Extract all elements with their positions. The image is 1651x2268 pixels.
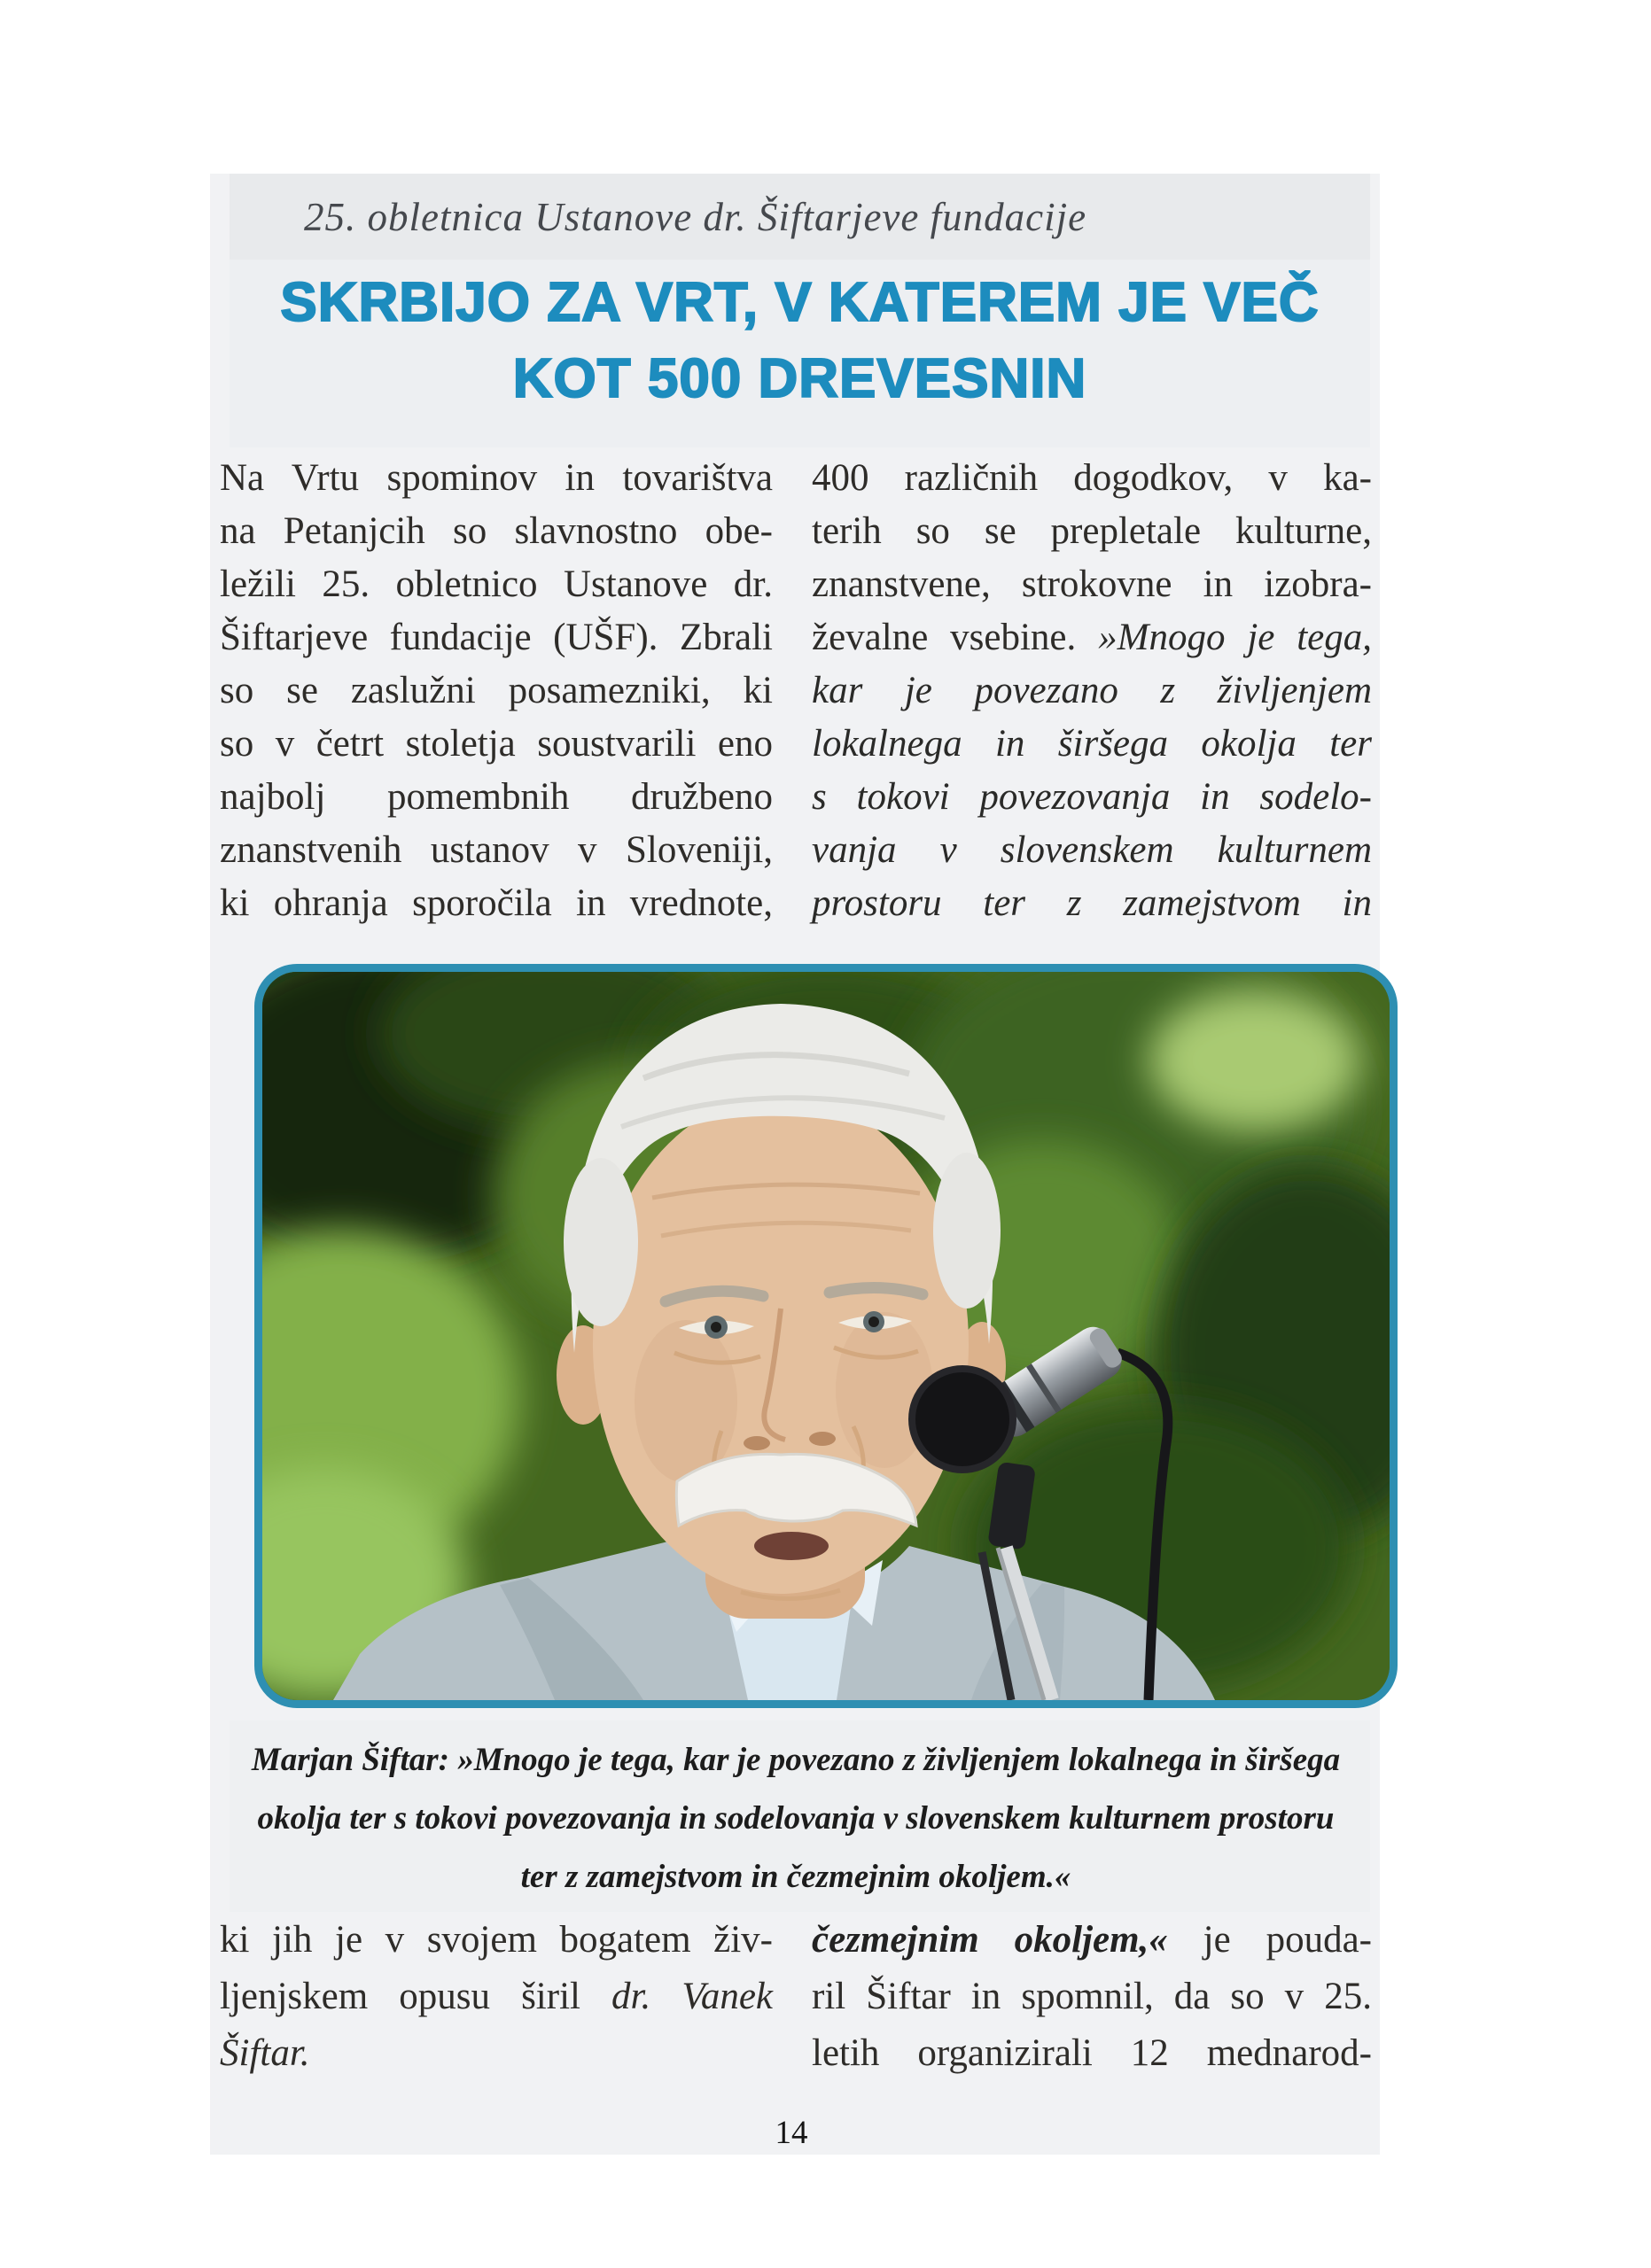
photo-frame [254, 964, 1398, 1708]
text-line: letih organizirali 12 mednarod- [812, 2032, 1372, 2074]
quote-segment: čezmejnim okoljem,« [812, 1919, 1168, 1961]
intro-left-column [220, 452, 773, 930]
article-title [230, 265, 1370, 417]
title-line-1: SKRBIJO ZA VRT, V KATEREM JE VEČ [280, 272, 1320, 333]
text-line: najbolj pomembnih družbeno [220, 776, 773, 818]
text-line: Šiftarjeve fundacije (UŠF). Zbrali [220, 617, 773, 658]
text-line [812, 611, 1372, 664]
text-line: terih so se prepletale kulturne, [812, 510, 1372, 552]
text-line [220, 1969, 773, 2025]
quote-line: vanja v slovenskem kulturnem [812, 829, 1372, 871]
outro-left-column [220, 1912, 773, 2082]
text-segment: je pouda- [1203, 1919, 1373, 1961]
quote-segment: »Mnogo je tega, [1098, 617, 1373, 658]
quote-line: lokalnega in širšega okolja ter [812, 723, 1372, 765]
italic-segment: dr. Vanek [611, 1976, 774, 2017]
text-line: ril Šiftar in spomnil, da so v 25. [812, 1976, 1372, 2017]
text-segment: ževalne vsebine. [812, 617, 1077, 658]
quote-line: s tokovi povezovanja in sodelo- [812, 776, 1372, 818]
outro-right-column [812, 1912, 1372, 2082]
text-line: znanstvenih ustanov v Sloveniji, [220, 829, 773, 871]
photo-caption [237, 1731, 1355, 1907]
text-line: so se zaslužni posamezniki, ki [220, 670, 773, 711]
text-line: ležili 25. obletnico Ustanove dr. [220, 563, 773, 605]
kicker-band [230, 174, 1370, 260]
article-scan [210, 174, 1380, 2155]
text-segment: ljenjskem opusu širil [220, 1976, 580, 2017]
text-line: so v četrt stoletja soustvarili eno [220, 723, 773, 765]
caption-line: Marjan Šiftar: »Mnogo je tega, kar je povezano z življenjem lokalnega in širšega [251, 1742, 1341, 1778]
text-line: Šiftar. [220, 2032, 310, 2074]
text-line [812, 1912, 1372, 1969]
text-line: na Petanjcih so slavnostno obe- [220, 510, 773, 552]
photo [262, 972, 1390, 1700]
kicker: 25. obletnica Ustanove dr. Šiftarjeve fundacije [304, 194, 1087, 239]
page-number: 14 [775, 2115, 808, 2151]
quote-line: prostoru ter z zamejstvom in [812, 882, 1372, 924]
text-line: ki jih je v svojem bogatem živ- [220, 1919, 773, 1961]
text-line: ki ohranja sporočila in vrednote, [220, 882, 773, 924]
title-line-2: KOT 500 DREVESNIN [512, 348, 1087, 409]
text-line: 400 različnih dogodkov, v ka- [812, 457, 1372, 499]
text-line: znanstvene, strokovne in izobra- [812, 563, 1372, 605]
quote-line: kar je povezano z življenjem [812, 670, 1372, 711]
caption-line: okolja ter s tokovi povezovanja in sodelovanja v slovenskem kulturnem prostoru [257, 1800, 1335, 1837]
intro-right-column [812, 452, 1372, 930]
text-line: Na Vrtu spominov in tovarištva [220, 457, 773, 499]
caption-line: ter z zamejstvom in čezmejnim okoljem.« [520, 1859, 1071, 1895]
